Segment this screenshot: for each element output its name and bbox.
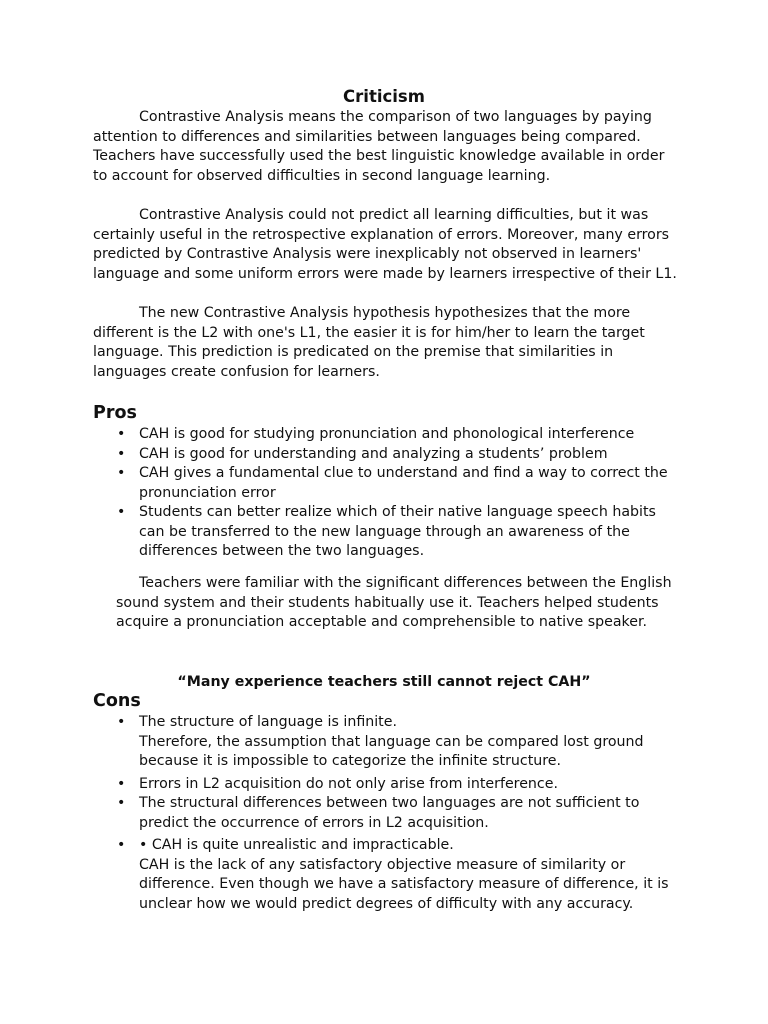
list-item (93, 836, 678, 914)
list-item: • Students can better realize which of their native language speech habits can be transferred to the new language through an awareness of the differences between the two languages. (93, 503, 678, 562)
cons-list (93, 713, 678, 914)
paragraph-definition: Contrastive Analysis means the comparison of two languages by paying attention to differences and similarities between languages being compared. Teachers have successfully used the best linguistic knowledge available in order to account for observed difficulties in second language learning. (93, 109, 665, 184)
list-item (93, 794, 678, 833)
paragraph-limitations: Contrastive Analysis could not predict all learning difficulties, but it was certainly useful in the retrospective explanation of errors. Moreover, many errors predicted by Contrastive Analysis were inexplicably not observed in learners' language and some uniform errors were made by learners irrespective of their L1. (93, 207, 677, 282)
quote: “Many experience teachers still cannot reject CAH” (177, 674, 591, 690)
list-item (93, 713, 678, 772)
paragraph-new-hypothesis: The new Contrastive Analysis hypothesis hypothesizes that the more different is the L2 with one's L1, the easier it is for him/her to learn the target language. This prediction is predicated on the premise that similarities in languages create confusion for learners. (93, 305, 645, 380)
pros-closing-paragraph: Teachers were familiar with the significant differences between the English sound system and their students habitually use it. Teachers helped students acquire a pronunciation acceptable and comprehensible to native speaker. (116, 575, 672, 630)
list-item (93, 775, 678, 795)
list-item-text: • Errors in L2 acquisition do not only arise from interference. (139, 775, 558, 792)
list-item: • CAH gives a fundamental clue to understand and find a way to correct the pronunciation error (93, 464, 678, 503)
list-item: • CAH is good for studying pronunciation and phonological interference (93, 425, 678, 445)
list-item-text: • The structural differences between two languages are not sufficient to predict the occurrence of errors in L2 acquisition. (139, 795, 640, 831)
pros-list (93, 425, 678, 562)
list-item: • CAH is good for understanding and analyzing a students’ problem (93, 445, 678, 465)
list-item-text: • • CAH is quite unrealistic and impracticable. (139, 837, 454, 853)
cons-heading: Cons (93, 691, 141, 711)
list-item-text: • The structure of language is infinite. (139, 714, 397, 730)
list-item-detail: Therefore, the assumption that language can be compared lost ground because it is impossible to categorize the infinite structure. (139, 733, 644, 769)
pros-heading: Pros (93, 403, 137, 423)
page-title: Criticism (343, 87, 425, 106)
list-item-detail: CAH is the lack of any satisfactory objective measure of similarity or difference. Even though we have a satisfactory measure of difference, it is unclear how we would predict degrees of difficulty with any accuracy. (139, 856, 669, 912)
